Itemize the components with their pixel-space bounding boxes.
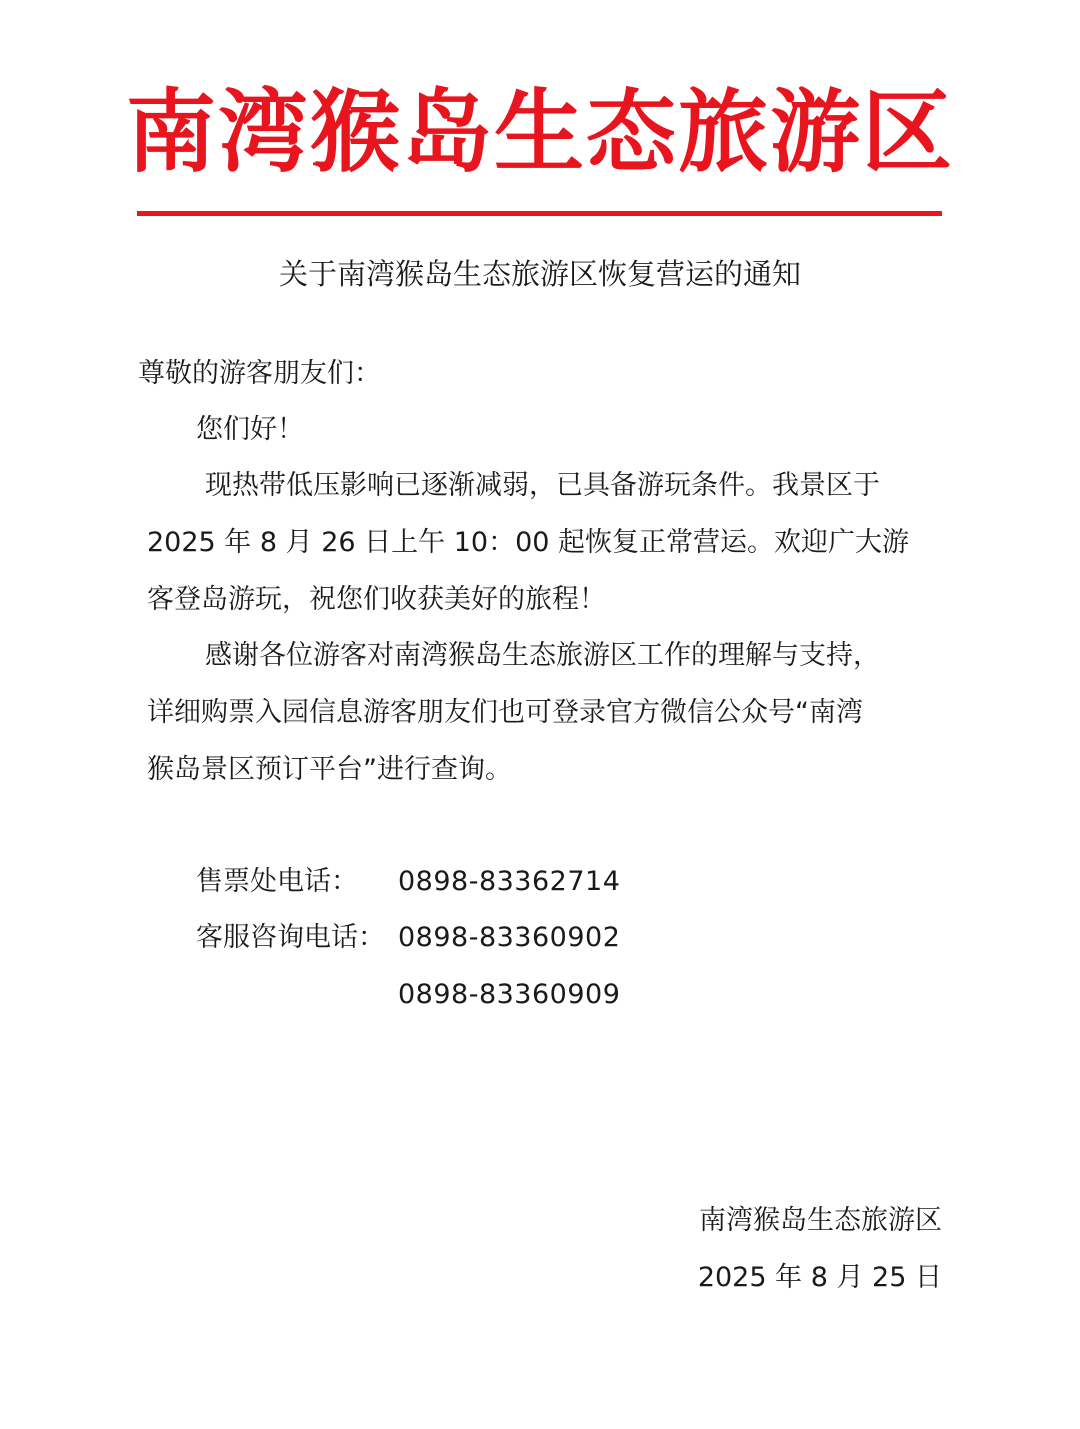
signature-organization: 南湾猴岛生态旅游区 [699, 1205, 942, 1236]
paragraph-1-line-1 [147, 466, 880, 506]
notice-title: 关于南湾猴岛生态旅游区恢复营运的通知 [278, 257, 801, 291]
signature-date: 2025 年 8 月 25 日 [697, 1262, 942, 1293]
letterhead-title: 南湾猴岛生态旅游区 [126, 80, 954, 185]
paragraph-2-line-1-text: 感谢各位游客对南湾猴岛生态旅游区工作的理解与支持， [205, 640, 880, 671]
paragraph-1-line-3: 客登岛游玩，祝您们收获美好的旅程！ [147, 584, 606, 615]
customer-service-label: 客服咨询电话： [196, 922, 385, 953]
paragraph-2-line-1 [147, 636, 880, 676]
greeting: 您们好！ [196, 414, 304, 445]
paragraph-1-line-2: 2025 年 8 月 26 日上午 10：00 起恢复正常营运。欢迎广大游 [147, 527, 910, 558]
paragraph-1-line-1-text: 现热带低压影响已逐渐减弱，已具备游玩条件。我景区于 [205, 470, 880, 501]
ticket-office-phone: 0898-83362714 [398, 866, 621, 897]
letterhead-divider [137, 211, 942, 216]
customer-service-phone-1: 0898-83360902 [398, 922, 621, 953]
paragraph-2-line-3: 猴岛景区预订平台”进行查询。 [147, 754, 512, 785]
salutation: 尊敬的游客朋友们： [138, 358, 381, 389]
paragraph-2-line-2: 详细购票入园信息游客朋友们也可登录官方微信公众号“南湾 [147, 697, 863, 728]
customer-service-phone-2: 0898-83360909 [398, 979, 621, 1010]
ticket-office-label: 售票处电话： [196, 866, 358, 897]
